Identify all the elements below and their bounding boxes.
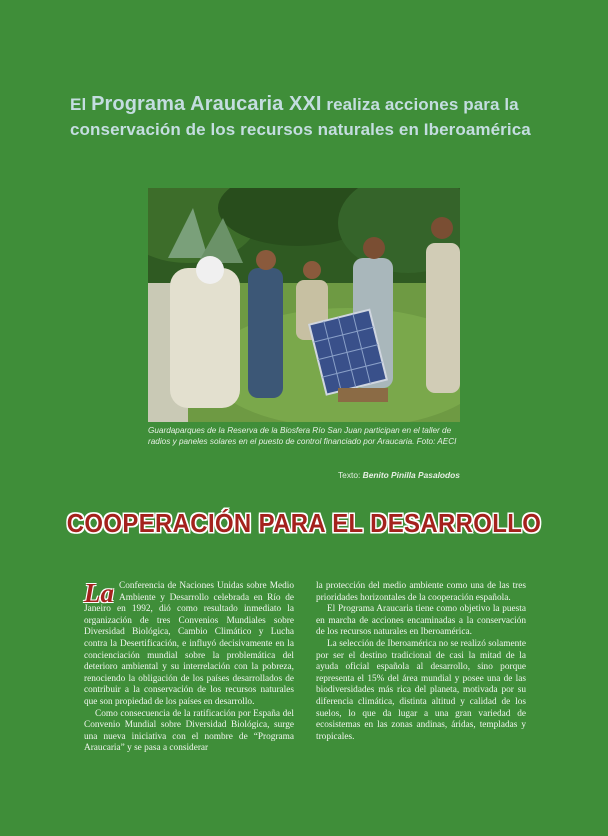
article-paragraph: El Programa Araucaria tiene como objetivo la puesta en marcha de acciones encaminadas a la conservación de los recursos naturales en Iberoamérica. bbox=[316, 604, 526, 638]
headline-program-name: Programa Araucaria XXI bbox=[91, 93, 322, 115]
article-paragraph: La selección de Iberoamérica no se realizó solamente por ser el destino tradicional de casi la mitad de la ayuda oficial española al desarrollo, sino porque representa el 15% del área mundial y posee una de las biodiversidades más rica del planeta, motivada por su diferencia climática, distinta altitud y calidad de los suelos, lo que da lugar a una gran variedad de ecosistemas en las zonas andinas, áridas, templadas y tropicales. bbox=[316, 638, 526, 742]
drop-cap: La bbox=[84, 578, 114, 608]
article-column-left bbox=[84, 578, 294, 755]
author-name: Benito Pinilla Pasalodos bbox=[362, 470, 460, 480]
credit-label: Texto: bbox=[338, 470, 363, 480]
headline bbox=[70, 92, 570, 142]
headline-line2: conservación de los recursos naturales en Iberoamérica bbox=[70, 120, 531, 139]
section-title: COOPERACIÓN PARA EL DESARROLLO bbox=[66, 508, 542, 538]
article-paragraph bbox=[84, 578, 294, 709]
headline-line1-end: realiza acciones para la bbox=[321, 95, 519, 114]
headline-prefix: El bbox=[70, 95, 92, 114]
article-column-right bbox=[316, 581, 526, 743]
article-paragraph: la protección del medio ambiente como una de las tres prioridades horizontales de la cooperación española. bbox=[316, 581, 526, 603]
author-credit bbox=[338, 470, 463, 480]
photo-caption: Guardaparques de la Reserva de la Biosfera Río San Juan participan en el taller de radios y paneles solares en el puesto de control financiado por Araucaria. Foto: AECI bbox=[148, 426, 457, 446]
paragraph-text: Conferencia de Naciones Unidas sobre Medio Ambiente y Desarrollo celebrada en Río de Janeiro en 1992, dió como resultado inmediato la organización de tres Convenios Mundiales sobre Diversidad Biológica, Cambio Climático y Lucha contra la Desertificación, e influyó decisivamente en la concienciación mundial sobre la problemática del deterioro ambiental y su interrelación con la pobreza, renociendo la obligación de los países desarrollados de contribuir a la conservación de los recursos naturales que son propiedad de los países en desarrollo. bbox=[84, 581, 294, 707]
article-photo bbox=[148, 188, 460, 422]
article-paragraph: Como consecuencia de la ratificación por España del Convenio Mundial sobre Diversidad Biológica, surge una nueva iniciativa con el nombre de “Programa Araucaria” y se pasa a considerar bbox=[84, 708, 294, 754]
